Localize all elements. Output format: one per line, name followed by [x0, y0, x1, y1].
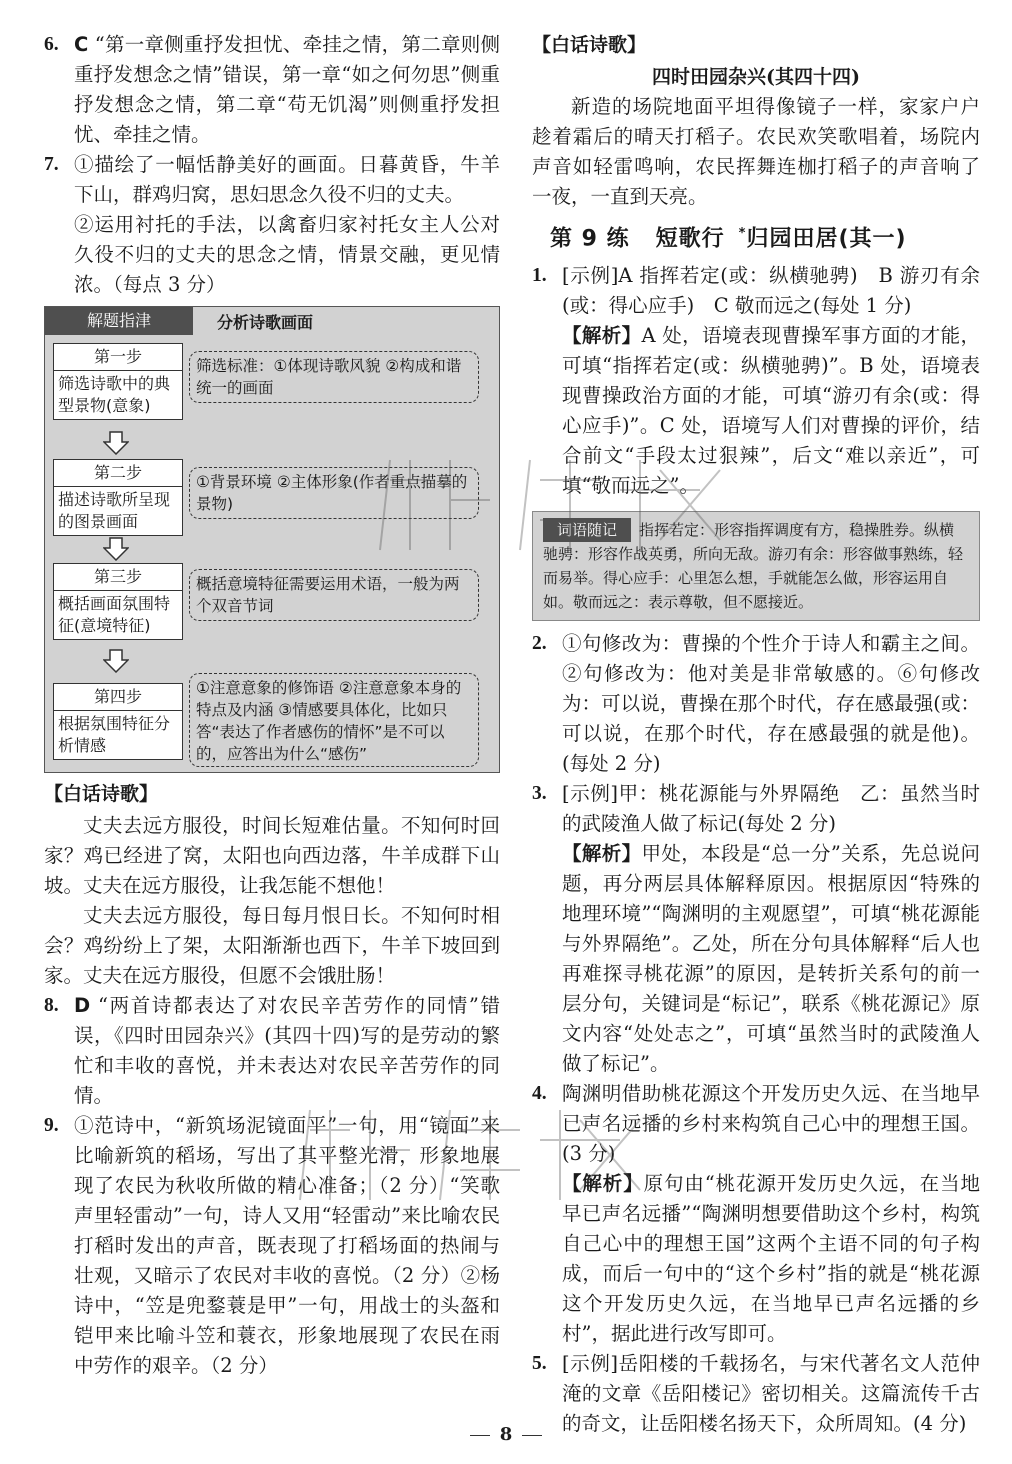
- question-number: 3.: [532, 783, 547, 805]
- baihua-heading: 【白话诗歌】: [44, 783, 159, 805]
- footer-dash: [522, 1435, 542, 1436]
- question-number: 1.: [532, 265, 547, 287]
- lesson-number: 第 9 练: [550, 226, 630, 252]
- step-heading: 第三步: [54, 564, 182, 591]
- step-heading: 第二步: [54, 460, 182, 487]
- step-body: 概括画面氛围特征(意境特征): [58, 594, 171, 635]
- question-number: 8.: [44, 995, 59, 1016]
- step-heading: 第四步: [54, 684, 182, 711]
- question-number: 5.: [532, 1353, 547, 1375]
- step-4: [53, 683, 183, 760]
- watermark-icon: [370, 440, 750, 560]
- step-2-tip: ①背景环境 ②主体形象(作者重点描摹的景物): [189, 467, 479, 519]
- answer-text-1: ①描绘了一幅恬静美好的画面。日暮黄昏，牛羊下山，群鸡归窝，思妇思念久役不归的丈夫。: [74, 153, 500, 206]
- page-footer: [0, 1424, 1012, 1445]
- poem-translation: 新造的场院地面平坦得像镜子一样，家家户户趁着霜后的晴天打稻子。农民欢笑歌唱着，场院内声音如轻雷鸣响，农民挥舞连枷打稻子的声音响了一夜，一直到天亮。: [532, 95, 980, 208]
- lesson-title: [550, 214, 980, 259]
- analysis-tag: 【解析】: [562, 1172, 644, 1196]
- answer-text: “第一章侧重抒发担忧、牵挂之情，第二章则侧重抒发想念之情”错误，第一章“如之何勿思”侧重抒发想念之情，第二章“苟无饥渴”则侧重抒发担忧、牵挂之情。: [74, 33, 500, 146]
- step-2: [53, 459, 183, 536]
- lesson-poem-2: 归园田居(其一): [746, 226, 907, 252]
- analysis-tag: 【解析】: [562, 842, 642, 866]
- step-1: [53, 343, 183, 420]
- answer-text: [示例]岳阳楼的千载扬名，与宋代著名文人范仲淹的文章《岳阳楼记》密切相关。这篇流传千古的奇文，让岳阳楼名扬天下，众所周知。(4 分): [562, 1352, 980, 1436]
- step-body: 根据氛围特征分析情感: [58, 714, 171, 755]
- analysis-tag: 【解析】: [562, 324, 642, 348]
- answer-letter: D: [74, 994, 91, 1017]
- footer-dash: [470, 1435, 490, 1436]
- baihua-paragraph-1: 丈夫去远方服役，时间长短难估量。不知何时回家？鸡已经进了窝，太阳也向西边落，牛羊成群下山坡。丈夫在远方服役，让我怎能不想他！: [44, 814, 500, 897]
- step-body: 筛选诗歌中的典型景物(意象): [58, 374, 171, 415]
- question-number: 7.: [44, 154, 59, 175]
- answer-letter: C: [74, 33, 89, 56]
- step-heading: 第一步: [54, 344, 182, 371]
- step-3: [53, 563, 183, 640]
- question-number: 2.: [532, 633, 547, 655]
- vocab-text: 指挥若定：形容指挥调度有方，稳操胜券。纵横驰骋：形容作战英勇，所向无敌。游刃有余：形容做事熟练，轻而易举。得心应手：心里怎么想，手就能怎么做，形容运用自如。敬而远之：表示尊敬，但不愿接近。: [543, 521, 964, 612]
- baihua-paragraph-2: 丈夫去远方服役，每日每月恨日长。不知何时相会？鸡纷纷上了架，太阳渐渐也西下，牛羊下坡回到家。丈夫在远方服役，但愿不会饿肚肠！: [44, 904, 500, 987]
- guide-tag: 解题指津: [45, 307, 193, 335]
- baihua-heading: 【白话诗歌】: [532, 34, 647, 56]
- step-body: 描述诗歌所呈现的图景画面: [58, 490, 171, 531]
- step-4-tip: ①注意意象的修饰语 ②注意意象本身的特点及内涵 ③情感要具体化，比如只答“表达了作者感伤的情怀”是不可以的，应答出为什么“感伤”: [189, 673, 479, 767]
- answer-text: 陶渊明借助桃花源这个开发历史久远、在当地早已声名远播的乡村来构筑自己心中的理想王国。(3 分): [562, 1082, 980, 1166]
- guide-title: 分析诗歌画面: [217, 313, 314, 332]
- answer-text: [示例]甲：桃花源能与外界隔绝 乙：虽然当时的武陵渔人做了标记(每处 2 分): [562, 782, 980, 836]
- down-arrow-icon: [103, 649, 129, 673]
- step-3-tip: 概括意境特征需要运用术语，一般为两个双音节词: [189, 569, 479, 621]
- poem-title: 四时田园杂兴(其四十四): [652, 66, 860, 88]
- answer-text-2: ②运用衬托的手法，以禽畜归家衬托女主人公对久役不归的丈夫的思念之情，情景交融，更见情浓。（每点 3 分）: [74, 213, 500, 296]
- question-number: 4.: [532, 1083, 547, 1105]
- down-arrow-icon: [103, 431, 129, 455]
- answer-3: [532, 779, 980, 1079]
- question-number: 9.: [44, 1115, 59, 1136]
- answer-text: [示例]A 指挥若定(或：纵横驰骋) B 游刃有余(或：得心应手) C 敬而远之(每处 1 分): [562, 264, 980, 318]
- star-mark: *: [738, 226, 747, 241]
- analysis-text: A 处，语境表现曹操军事方面的才能，可填“指挥若定(或：纵横驰骋)”。B 处，语境表现曹操政治方面的才能，可填“游刃有余(或：得心应手)”。C 处，语境写人们对曹操的评价，结合前文“手段太过狠辣”，后文“难以亲近”，可填“敬而远之”。: [562, 324, 980, 498]
- question-number: 6.: [44, 34, 59, 55]
- analysis-text: 甲处，本段是“总一分”关系，先总说问题，再分两层具体解释原因。根据原因“特殊的地理环境”“陶渊明的主观愿望”，可填“桃花源能与外界隔绝”。乙处，所在分句具体解释“后人也再难探寻桃花源”的原因，是转折关系句的前一层分句，关键词是“标记”，联系《桃花源记》原文内容“处处志之”，可填“虽然当时的武陵渔人做了标记”。: [562, 842, 980, 1076]
- answer-6: [44, 30, 500, 150]
- vocab-tag: 词语随记: [543, 518, 631, 542]
- answer-text: ①句修改为：曹操的个性介于诗人和霸主之间。②句修改为：他对美是非常敏感的。⑥句修改为：可以说，曹操在那个时代，存在感最强(或：可以说，在那个时代，存在感最强的就是他)。(每处 2 分): [562, 632, 980, 776]
- lesson-poem-1: 短歌行: [655, 226, 725, 252]
- page-number: 8: [499, 1424, 513, 1445]
- answer-2: [532, 629, 980, 779]
- analysis-text: 原句由“桃花源开发历史久远，在当地早已声名远播”“陶渊明想要借助这个乡村，构筑自己心中的理想王国”这两个主语不同的句子构成，而后一句中的“这个乡村”指的就是“桃花源这个开发历史久远，在当地早已声名远播的乡村”，据此进行改写即可。: [562, 1172, 980, 1346]
- right-column: [532, 30, 980, 1439]
- watermark-icon: [290, 1090, 670, 1210]
- down-arrow-icon: [103, 537, 129, 561]
- answer-text: “两首诗都表达了对农民辛苦劳作的同情”错误，《四时田园杂兴》(其四十四)写的是劳动的繁忙和丰收的喜悦，并未表达对农民辛苦劳作的同情。: [74, 994, 500, 1107]
- step-1-tip: 筛选标准：①体现诗歌风貌 ②构成和谐统一的画面: [189, 351, 479, 403]
- answer-text: ①范诗中，“新筑场泥镜面平”一句，用“镜面”来比喻新筑的稻场，写出了其平整光滑，形象地展现了农民为秋收所做的精心准备；（2 分）“笑歌声里轻雷动”一句，诗人又用“轻雷动”来比喻农民打稻时发出的声音，既表现了打稻场面的热闹与壮观，又暗示了农民对丰收的喜悦。（2 分）②杨诗中，“笠是兜鍪蓑是甲”一句，用战士的头盔和铠甲来比喻斗笠和蓑衣，形象地展现了农民在雨中劳作的艰辛。（2 分）: [74, 1114, 500, 1377]
- answer-7: [44, 150, 500, 300]
